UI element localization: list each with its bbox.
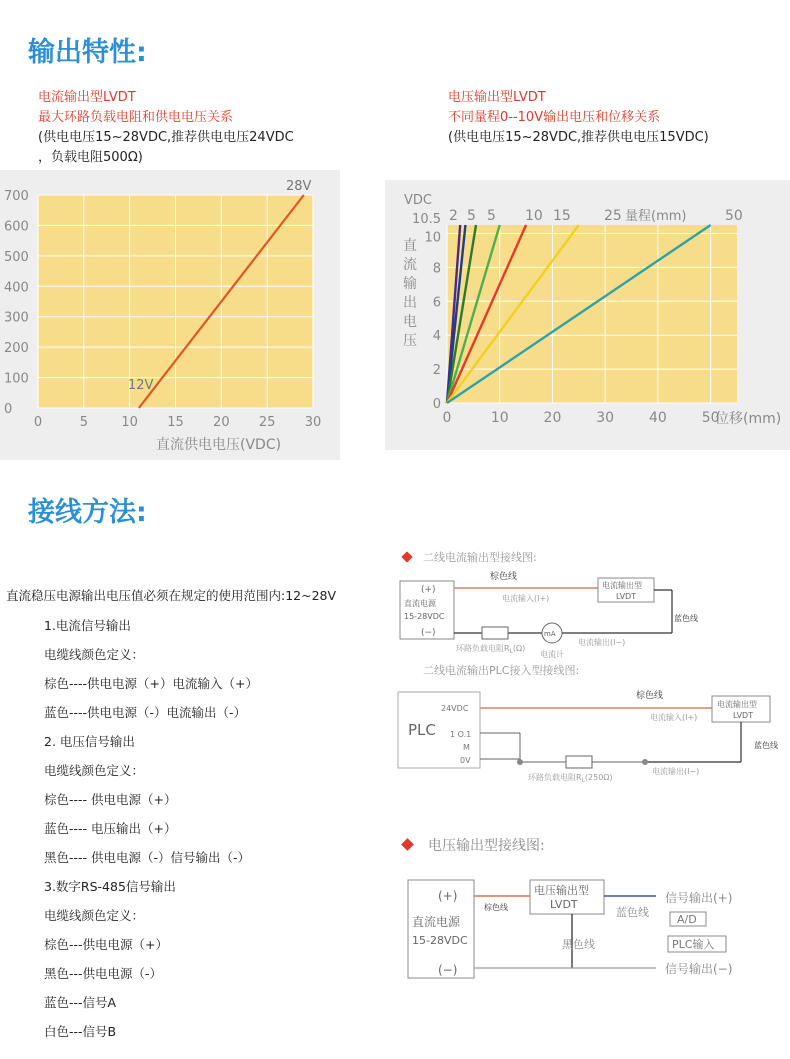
wiring-method-title: 接线方法: [28, 497, 147, 528]
wire-definition: 黑色---- 供电电源（-）信号输出（-） [44, 850, 251, 865]
cable-color-definition: 电缆线颜色定义： [44, 763, 145, 778]
y-tick-label: 300 [4, 310, 29, 326]
y-axis-label-char: 流 [403, 257, 417, 273]
left-chart-caption [38, 88, 294, 168]
two-wire-current-diagram [390, 545, 790, 665]
plc-0v-terminal: 0V [460, 756, 471, 765]
diagram-title: 二线电流输出PLC接入型接线图: [423, 664, 580, 677]
x-tick-label: 5 [79, 415, 88, 430]
diagram-title: 二线电流输出型接线图: [423, 551, 537, 564]
x-tick-label: 40 [648, 410, 667, 426]
lvdt-label: LVDT [550, 898, 578, 911]
y-axis-label-char: 电 [403, 314, 417, 330]
caption-line: ，负载电阻500Ω) [38, 150, 143, 165]
junction-dot [642, 759, 648, 765]
section-voltage-output: 2. 电压信号输出 [44, 734, 135, 749]
x-tick-label: 10 [490, 410, 509, 426]
diagram-title: 电压输出型接线图: [428, 838, 545, 854]
load-label-subscript: L [509, 648, 513, 655]
load-label-text: 环路负载电阻R [456, 644, 510, 653]
y-axis-label-char: 输 [403, 276, 417, 292]
plus-terminal: (+) [438, 889, 458, 903]
load-resistor-label [456, 643, 525, 655]
brown-wire-label: 棕色线 [490, 572, 518, 582]
wire-definition: 蓝色---信号A [44, 995, 117, 1010]
bullet-diamond-icon [401, 551, 412, 562]
plc-label: PLC [408, 721, 436, 739]
voltage-output-chart [385, 180, 790, 450]
y-tick-label: 400 [4, 280, 29, 296]
minus-terminal: (−) [421, 628, 436, 638]
y-tick-label: 0 [432, 397, 441, 412]
current-in-label: 电流输入(I+) [650, 713, 698, 722]
y-tick-label: 100 [4, 371, 29, 387]
plc-m-terminal: M [463, 743, 470, 752]
lvdt-type-label: 电流输出型 [602, 581, 642, 590]
blue-wire-label: 蓝色线 [616, 906, 649, 919]
current-output-chart [0, 170, 340, 460]
supply-voltage-label: 15-28VDC [404, 612, 445, 621]
y-axis-label-char: 出 [403, 295, 417, 311]
ammeter-symbol: mA [544, 630, 556, 638]
y-axis-label-char: 直 [403, 238, 417, 254]
range-value-label: 25 [604, 208, 622, 224]
y-tick-label: 0 [4, 402, 13, 417]
x-axis-label: 直流供电电压(VDC) [156, 437, 282, 453]
x-tick-label: 30 [596, 410, 615, 426]
plc-current-diagram [390, 660, 790, 784]
range-value-label: 15 [553, 208, 571, 224]
y-tick-label: 8 [432, 261, 441, 277]
x-tick-label: 0 [33, 415, 43, 430]
bullet-diamond-icon [401, 838, 414, 851]
y-tick-label: 10 [424, 230, 441, 246]
wire-definition: 蓝色----供电电源（-）电流输出（-） [44, 705, 247, 720]
section-rs485-output: 3.数字RS-485信号输出 [44, 879, 176, 894]
supply-voltage-note: 直流稳压电源输出电压值必须在规定的使用范围内:12~28V [6, 588, 337, 603]
x-tick-label: 50 [701, 410, 720, 426]
wire-definition: 棕色----供电电源（+）电流输入（+） [44, 676, 258, 691]
load-resistor [482, 627, 508, 639]
y-tick-label: 500 [4, 249, 29, 265]
cable-color-definition: 电缆线颜色定义： [44, 647, 145, 662]
load-resistor [566, 756, 592, 768]
section-current-output: 1.电流信号输出 [44, 618, 131, 633]
x-axis-label: 位移(mm) [715, 411, 782, 427]
wire-definition: 棕色---- 供电电源（+） [44, 792, 177, 807]
ammeter-label: 电流计 [540, 650, 564, 659]
voltage-output-diagram [390, 828, 790, 988]
y-axis-label-char: 压 [403, 333, 417, 349]
load-resistor-label [528, 772, 613, 784]
range-value-label: 5 [487, 208, 496, 224]
caption-line: (供电电压15~28VDC,推荐供电电压15VDC) [448, 130, 709, 145]
range-value-label: 5 [467, 208, 476, 224]
minus-terminal: (−) [438, 963, 458, 977]
lvdt-label: LVDT [616, 592, 637, 601]
y-tick-label: 10.5 [412, 212, 441, 227]
x-tick-label: 30 [304, 415, 322, 430]
plc-24v-terminal: 24VDC [441, 704, 469, 713]
y-axis-unit: VDC [404, 193, 432, 208]
caption-line: 不同量程0--10V输出电压和位移关系 [448, 110, 661, 125]
y-tick-label: 2 [432, 363, 441, 379]
signal-output-minus: 信号输出(−) [665, 962, 733, 976]
output-characteristics-title: 输出特性: [28, 37, 147, 68]
y-tick-label: 200 [4, 341, 29, 357]
blue-wire-label: 蓝色线 [674, 614, 698, 623]
load-label-subscript: L [581, 777, 585, 784]
y-tick-label: 6 [432, 295, 441, 311]
range-value-label: 10 [525, 208, 543, 224]
y-tick-label: 700 [4, 189, 29, 204]
wire-definition: 蓝色---- 电压输出（+） [44, 821, 177, 836]
wire-definition: 棕色---供电电源（+） [44, 937, 169, 952]
brown-wire-label: 棕色线 [636, 691, 664, 701]
right-chart-caption [448, 88, 709, 148]
caption-line: (供电电压15~28VDC,推荐供电电压24VDC [38, 130, 294, 145]
current-out-label: 电流输出(I−) [578, 638, 626, 647]
caption-line: 最大环路负载电阻和供电电压关系 [38, 110, 234, 125]
range-value-label: 2 [449, 208, 458, 224]
caption-line: 电流输出型LVDT [38, 90, 136, 105]
ad-label: A/D [677, 913, 697, 926]
x-tick-label: 25 [258, 415, 276, 430]
supply-voltage-label: 15-28VDC [412, 934, 468, 947]
lvdt-type-label: 电流输出型 [717, 700, 757, 709]
brown-wire-label: 棕色线 [484, 903, 508, 912]
annotation-28v: 28V [286, 179, 312, 194]
black-wire-label: 黑色线 [562, 938, 595, 951]
supply-label: 直流电源 [404, 599, 436, 608]
cable-color-definition: 电缆线颜色定义： [44, 908, 145, 923]
annotation-12v: 12V [128, 378, 154, 393]
range-value-label: 50 [725, 208, 743, 224]
lvdt-type-label: 电压输出型 [534, 884, 589, 897]
lvdt-label: LVDT [733, 711, 754, 720]
plc-io-terminal: 1 O.1 [450, 730, 472, 739]
y-tick-label: 600 [4, 219, 29, 235]
junction-dot [517, 759, 523, 765]
blue-wire-label: 蓝色线 [754, 741, 778, 750]
current-in-label: 电流输入(I+) [502, 594, 550, 603]
load-label-unit: (Ω) [512, 644, 526, 653]
caption-line: 电压输出型LVDT [448, 90, 546, 105]
x-tick-label: 10 [121, 415, 138, 430]
load-label-unit: (250Ω) [584, 773, 613, 782]
x-tick-label: 20 [213, 415, 230, 430]
wire-definition: 白色---信号B [44, 1024, 117, 1039]
current-out-label: 电流输出(I−) [652, 767, 700, 776]
plc-input-label: PLC输入 [672, 938, 715, 951]
y-tick-label: 4 [432, 329, 441, 345]
x-tick-label: 20 [543, 410, 562, 426]
supply-label: 直流电源 [412, 915, 461, 929]
range-label: 量程(mm) [625, 209, 687, 224]
x-tick-label: 0 [442, 410, 452, 426]
plus-terminal: (+) [421, 585, 436, 595]
plot-area [447, 225, 737, 403]
load-label-text: 环路负载电阻R [528, 773, 582, 782]
wire-definition: 黑色---供电电源（-） [44, 966, 163, 981]
signal-output-plus: 信号输出(+) [665, 891, 733, 905]
x-tick-label: 15 [167, 415, 184, 430]
